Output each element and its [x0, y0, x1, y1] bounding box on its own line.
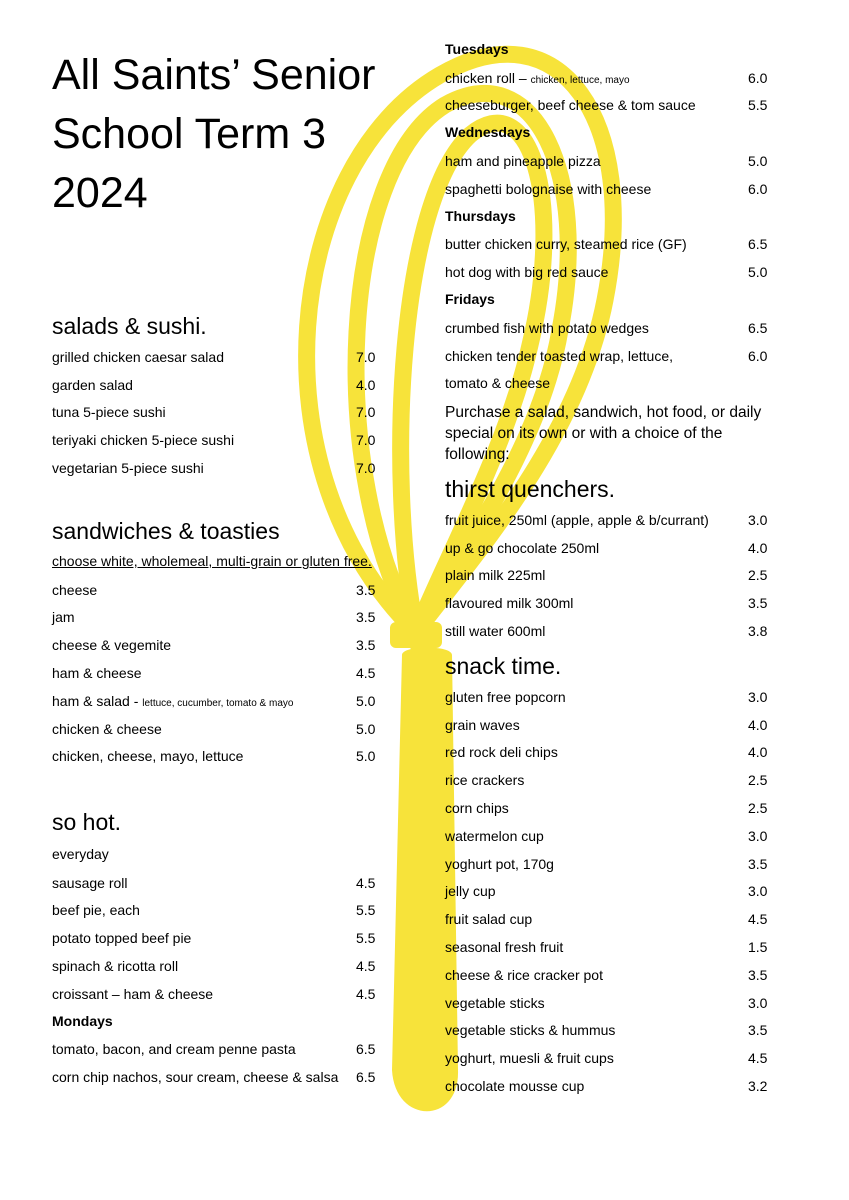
menu-item-name-group	[52, 582, 97, 598]
menu-item-row	[52, 371, 380, 399]
menu-item-row	[52, 576, 380, 604]
menu-item-price: 5.5	[748, 97, 768, 114]
menu-item-name-group	[445, 772, 524, 788]
menu-item-name-group	[52, 460, 204, 476]
menu-item-row	[445, 231, 772, 259]
menu-item-row	[52, 869, 380, 897]
menu-item-row	[445, 822, 772, 850]
menu-item-price: 2.5	[748, 772, 768, 789]
menu-item-row	[445, 850, 772, 878]
menu-item-name: spinach & ricotta roll	[52, 958, 179, 975]
menu-item-price: 3.5	[748, 1022, 768, 1039]
menu-item-row	[52, 426, 380, 454]
menu-item-price: 3.5	[748, 855, 768, 872]
menu-item-price: 2.5	[748, 800, 768, 817]
menu-item-name: fruit salad cup	[445, 911, 533, 928]
menu-item-price: 6.5	[356, 1069, 376, 1086]
drinks-heading: thirst quenchers.	[445, 476, 616, 502]
menu-item-row	[52, 454, 380, 482]
menu-item-name: up & go chocolate 250ml	[445, 539, 600, 556]
menu-item-name: still water 600ml	[445, 623, 546, 640]
menu-item-row	[445, 794, 772, 822]
menu-item-name: gluten free popcorn	[445, 688, 566, 705]
drinks-section	[445, 475, 772, 645]
menu-item-name-group	[52, 748, 243, 764]
menu-item-price: 6.0	[748, 347, 768, 364]
menu-item-row	[445, 617, 772, 645]
menu-item-name-group	[445, 264, 608, 280]
menu-item-name: tuna 5-piece sushi	[52, 404, 166, 421]
menu-item-name: vegetarian 5-piece sushi	[52, 460, 204, 477]
menu-item-name-group	[445, 828, 544, 844]
menu-item-name-group	[445, 153, 601, 169]
menu-item-name: red rock deli chips	[445, 744, 558, 761]
menu-item-name-group	[52, 665, 142, 681]
menu-item-price: 5.0	[748, 264, 768, 281]
menu-item-name-group	[445, 70, 630, 86]
menu-item-name: chicken tender toasted wrap, lettuce,	[445, 347, 674, 364]
drinks-list	[445, 506, 772, 645]
hot-heading: so hot.	[52, 809, 122, 835]
menu-item-name-group	[445, 623, 545, 639]
menu-item-row	[445, 175, 772, 203]
menu-item-name-group	[52, 930, 191, 946]
fridays-list	[445, 314, 772, 370]
sandwiches-heading: sandwiches & toasties	[52, 518, 280, 544]
menu-item-name: ham and pineapple pizza	[445, 153, 601, 170]
menu-item-name-group	[445, 236, 687, 252]
menu-item-price: 6.5	[356, 1041, 376, 1058]
menu-item-price: 4.0	[748, 539, 768, 556]
menu-item-name: vegetable sticks	[445, 994, 545, 1011]
menu-item-detail: lettuce, cucumber, tomato & mayo	[142, 697, 294, 709]
menu-item-row	[445, 506, 772, 534]
menu-item-name: rice crackers	[445, 772, 525, 789]
menu-item-price: 3.8	[748, 623, 768, 640]
sandwiches-section	[52, 517, 380, 770]
menu-item-price: 4.0	[748, 716, 768, 733]
menu-item-name: cheeseburger, beef cheese & tom sauce	[445, 97, 696, 114]
menu-item-price: 6.0	[748, 180, 768, 197]
menu-item-price: 7.0	[356, 432, 376, 449]
menu-item-price: 3.5	[748, 595, 768, 612]
menu-item-price: 4.5	[356, 958, 376, 975]
menu-item-row	[445, 342, 772, 370]
purchase-note: Purchase a salad, sandwich, hot food, or daily special on its own or with a choice of the following:	[445, 404, 762, 463]
menu-item-row	[445, 961, 772, 989]
menu-item-name: vegetable sticks & hummus	[445, 1022, 616, 1039]
menu-item-row	[52, 687, 380, 715]
wednesdays-label: Wednesdays	[445, 124, 531, 141]
menu-item-row	[445, 562, 772, 590]
menu-item-name-group	[445, 856, 554, 872]
menu-item-price: 5.5	[356, 902, 376, 919]
menu-item-name: potato topped beef pie	[52, 930, 192, 947]
menu-item-name: sausage roll	[52, 874, 128, 891]
hot-section	[52, 808, 380, 1091]
menu-item-name: fruit juice, 250ml (apple, apple & b/currant)	[445, 511, 709, 528]
menu-item-name-group	[445, 967, 603, 983]
menu-item-name-group	[445, 512, 709, 528]
menu-item-name-group	[52, 986, 213, 1002]
snacks-heading: snack time.	[445, 653, 562, 679]
menu-item-row	[52, 1036, 380, 1064]
menu-item-name: chicken, cheese, mayo, lettuce	[52, 748, 244, 765]
menu-item-name: cheese & rice cracker pot	[445, 966, 603, 983]
menu-item-row	[445, 739, 772, 767]
menu-item-name: watermelon cup	[445, 827, 544, 844]
menu-item-row	[52, 980, 380, 1008]
menu-item-name: chocolate mousse cup	[445, 1078, 585, 1095]
wednesdays-list	[445, 147, 772, 203]
bread-choice-note: choose white, wholemeal, multi-grain or gluten free.	[52, 553, 372, 569]
menu-item-row	[445, 147, 772, 175]
menu-item-name-group	[445, 1078, 584, 1094]
menu-item-row	[445, 534, 772, 562]
thursdays-label: Thursdays	[445, 207, 516, 224]
menu-item-price: 3.0	[748, 511, 768, 528]
salads-heading: salads & sushi.	[52, 313, 207, 339]
menu-item-name: grain waves	[445, 716, 520, 733]
snacks-list	[445, 683, 772, 1100]
menu-item-price: 1.5	[748, 939, 768, 956]
fridays-label: Fridays	[445, 291, 495, 308]
menu-item-price: 6.5	[748, 236, 768, 253]
menu-item-name: cheese	[52, 581, 98, 598]
everyday-label: everyday	[52, 846, 109, 862]
menu-item-price: 6.5	[748, 319, 768, 336]
menu-item-price: 5.0	[748, 153, 768, 170]
menu-item-price: 4.5	[356, 874, 376, 891]
menu-item-name: corn chip nachos, sour cream, cheese & salsa	[52, 1069, 339, 1086]
menu-item-name-group	[445, 1022, 615, 1038]
menu-item-name: cheese & vegemite	[52, 637, 172, 654]
sandwiches-list	[52, 576, 380, 771]
menu-item-row	[52, 1063, 380, 1091]
menu-item-name-group	[445, 995, 545, 1011]
daily-specials	[445, 36, 772, 397]
menu-item-row	[445, 989, 772, 1017]
menu-item-name: seasonal fresh fruit	[445, 939, 564, 956]
menu-item-name-group	[445, 911, 532, 927]
menu-item-name: hot dog with big red sauce	[445, 264, 609, 281]
menu-item-row	[52, 604, 380, 632]
menu-item-price: 5.0	[356, 748, 376, 765]
menu-item-name: plain milk 225ml	[445, 567, 546, 584]
menu-item-name-group	[445, 800, 509, 816]
menu-item-row	[52, 343, 380, 371]
menu-item-row	[52, 897, 380, 925]
menu-item-row	[445, 711, 772, 739]
menu-item-name-group	[52, 609, 75, 625]
menu-item-row	[52, 659, 380, 687]
menu-item-name-group	[52, 349, 224, 365]
menu-item-price: 3.0	[748, 688, 768, 705]
menu-item-name-group	[445, 181, 651, 197]
page-title: All Saints’ Senior School Term 3 2024	[52, 51, 376, 217]
mondays-list	[52, 1036, 380, 1092]
menu-item-name-group	[445, 97, 696, 113]
menu-item-price: 5.0	[356, 720, 376, 737]
menu-item-row	[445, 1044, 772, 1072]
menu-item-name-group	[445, 320, 649, 336]
menu-item-row	[52, 715, 380, 743]
menu-item-name: beef pie, each	[52, 902, 140, 919]
fridays-continued: tomato & cheese	[445, 374, 551, 391]
menu-item-price: 5.5	[356, 930, 376, 947]
menu-item-price: 4.5	[748, 1050, 768, 1067]
menu-item-name: crumbed fish with potato wedges	[445, 319, 649, 336]
thursdays-list	[445, 231, 772, 287]
tuesdays-label: Tuesdays	[445, 41, 509, 57]
menu-item-name: flavoured milk 300ml	[445, 595, 574, 612]
menu-item-price: 4.0	[748, 744, 768, 761]
menu-item-price: 7.0	[356, 404, 376, 421]
menu-item-name: yoghurt pot, 170g	[445, 855, 554, 872]
menu-item-price: 3.5	[356, 609, 376, 626]
menu-item-name: corn chips	[445, 800, 509, 817]
salads-section	[52, 312, 380, 482]
menu-item-price: 3.5	[356, 581, 376, 598]
menu-item-name-group	[445, 540, 599, 556]
menu-item-row	[52, 952, 380, 980]
menu-item-name-group	[445, 1050, 614, 1066]
menu-item-price: 3.5	[356, 637, 376, 654]
menu-item-row	[52, 631, 380, 659]
menu-item-price: 7.0	[356, 460, 376, 477]
menu-item-name-group	[52, 637, 171, 653]
menu-item-row	[445, 905, 772, 933]
menu-item-name: yoghurt, muesli & fruit cups	[445, 1050, 614, 1067]
menu-item-row	[52, 924, 380, 952]
menu-item-name: tomato, bacon, and cream penne pasta	[52, 1041, 296, 1058]
everyday-list	[52, 869, 380, 1008]
menu-item-name: butter chicken curry, steamed rice (GF)	[445, 236, 687, 253]
menu-item-name-group	[445, 689, 566, 705]
menu-item-price: 6.0	[748, 69, 768, 86]
mondays-label: Mondays	[52, 1012, 113, 1029]
menu-item-price: 3.5	[748, 966, 768, 983]
menu-item-name-group	[52, 693, 293, 709]
menu-item-name: jelly cup	[445, 883, 496, 900]
menu-item-row	[445, 1072, 772, 1100]
menu-item-row	[445, 314, 772, 342]
menu-item-name-group	[445, 744, 558, 760]
menu-item-price: 2.5	[748, 567, 768, 584]
menu-item-name-group	[52, 958, 178, 974]
menu-item-name: chicken roll –	[445, 69, 531, 86]
menu-item-name-group	[445, 567, 545, 583]
menu-item-name: teriyaki chicken 5-piece sushi	[52, 432, 235, 449]
menu-item-row	[445, 258, 772, 286]
menu-item-price: 3.2	[748, 1078, 768, 1095]
menu-item-row	[445, 766, 772, 794]
menu-item-price: 3.0	[748, 827, 768, 844]
menu-item-name: ham & cheese	[52, 665, 142, 682]
menu-item-row	[445, 92, 772, 120]
menu-item-name-group	[445, 883, 496, 899]
menu-item-name-group	[52, 721, 162, 737]
menu-item-name-group	[445, 348, 673, 364]
menu-item-name-group	[445, 595, 573, 611]
menu-item-row	[52, 399, 380, 427]
menu-item-row	[445, 933, 772, 961]
menu-item-name-group	[445, 939, 563, 955]
menu-item-price: 3.0	[748, 883, 768, 900]
menu-item-row	[445, 878, 772, 906]
menu-item-row	[445, 683, 772, 711]
menu-item-detail: chicken, lettuce, mayo	[530, 74, 630, 86]
menu-item-name: croissant – ham & cheese	[52, 985, 214, 1002]
menu-item-row	[445, 64, 772, 92]
menu-item-price: 4.5	[748, 911, 768, 928]
tuesdays-list	[445, 64, 772, 120]
menu-item-price: 7.0	[356, 348, 376, 365]
menu-item-name: spaghetti bolognaise with cheese	[445, 180, 652, 197]
menu-item-name-group	[52, 875, 128, 891]
menu-item-price: 3.0	[748, 994, 768, 1011]
snacks-section	[445, 652, 772, 1100]
menu-item-name-group	[52, 1041, 296, 1057]
menu-item-row	[445, 589, 772, 617]
menu-item-price: 4.5	[356, 665, 376, 682]
menu-item-price: 4.5	[356, 985, 376, 1002]
menu-item-price: 5.0	[356, 692, 376, 709]
menu-item-name-group	[52, 1069, 338, 1085]
menu-item-name: jam	[52, 609, 75, 626]
menu-item-name: grilled chicken caesar salad	[52, 348, 224, 365]
menu-item-name: garden salad	[52, 376, 133, 393]
menu-item-name-group	[52, 432, 234, 448]
menu-item-row	[52, 743, 380, 771]
menu-item-price: 4.0	[356, 376, 376, 393]
menu-item-name: ham & salad -	[52, 692, 143, 709]
menu-item-name-group	[445, 717, 520, 733]
menu-item-name-group	[52, 902, 140, 918]
salads-list	[52, 343, 380, 482]
menu-item-name-group	[52, 377, 133, 393]
menu-item-row	[445, 1017, 772, 1045]
menu-item-name-group	[52, 404, 166, 420]
menu-item-name: chicken & cheese	[52, 720, 162, 737]
